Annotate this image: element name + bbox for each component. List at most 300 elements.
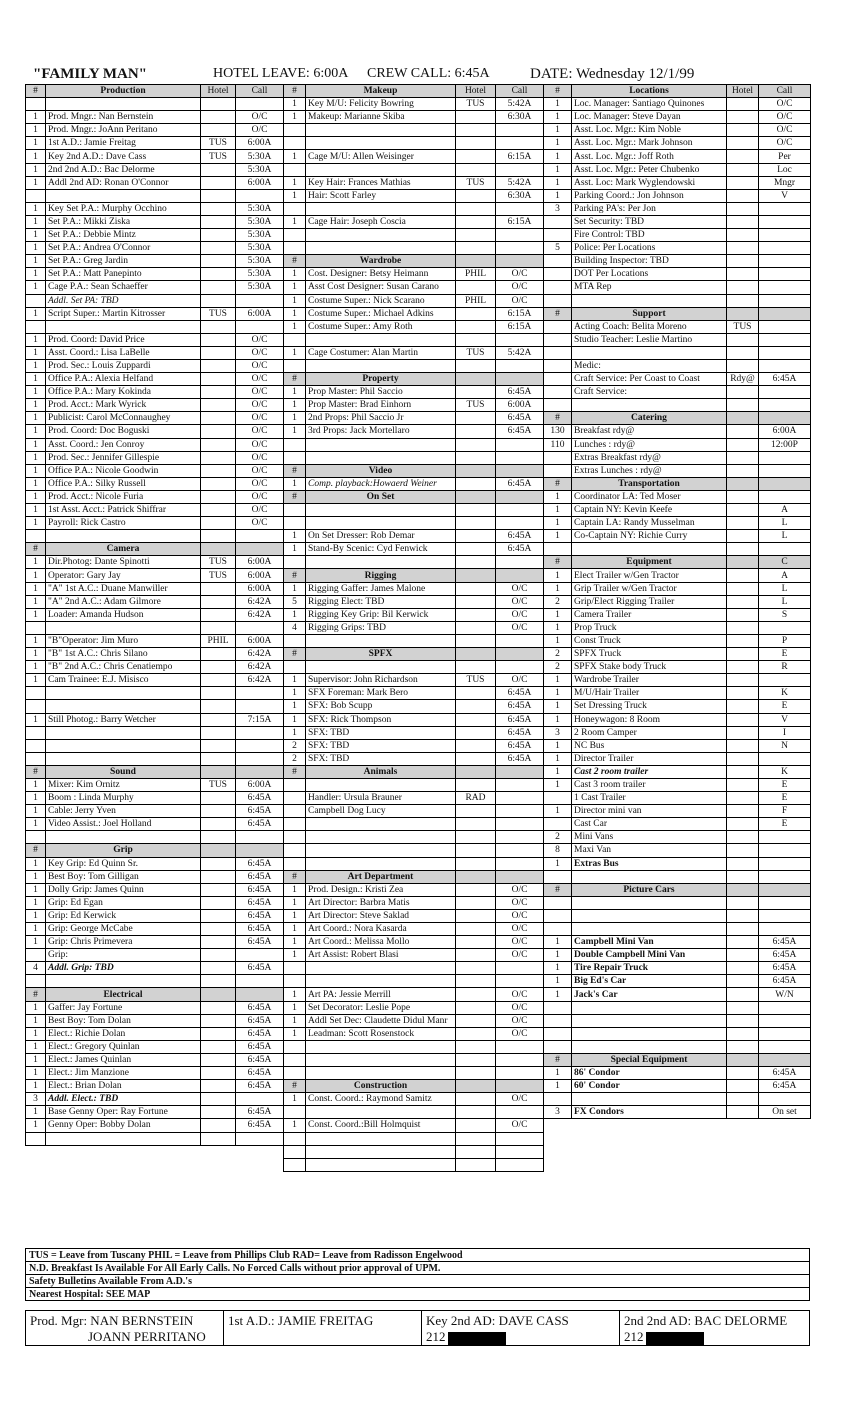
hotel-cell <box>201 477 236 490</box>
crew-row <box>544 399 811 412</box>
name-cell <box>572 399 727 412</box>
hotel-cell <box>727 818 759 831</box>
call-cell <box>496 975 544 988</box>
name-cell: Cable: Jerry Yven <box>46 805 201 818</box>
name-cell: Cage Costumer: Alan Martin <box>306 346 456 359</box>
name-cell: Video <box>306 464 456 477</box>
section-header-row <box>284 1080 544 1093</box>
hotel-cell <box>727 778 759 791</box>
count-cell: 1 <box>26 111 46 124</box>
crew-row <box>26 752 284 765</box>
name-cell: Asst. Loc. Mgr.: Kim Noble <box>572 124 727 137</box>
name-cell: Set P.A.: Matt Panepinto <box>46 268 201 281</box>
crew-row <box>284 1001 544 1014</box>
count-cell: 1 <box>284 1027 306 1040</box>
hotel-cell <box>456 975 496 988</box>
name-cell: Breakfast rdy@ <box>572 425 727 438</box>
hotel-cell <box>201 1001 236 1014</box>
call-cell <box>759 294 811 307</box>
crew-row <box>284 504 544 517</box>
hotel-cell <box>201 870 236 883</box>
count-cell: 1 <box>26 569 46 582</box>
name-cell: 2nd Props: Phil Saccio Jr <box>306 412 456 425</box>
call-cell <box>496 831 544 844</box>
crew-row <box>284 111 544 124</box>
crew-row <box>284 1053 544 1066</box>
count-cell: 1 <box>26 464 46 477</box>
legend-hospital: Nearest Hospital: SEE MAP <box>26 1288 810 1301</box>
crew-row <box>26 530 284 543</box>
count-cell: 1 <box>284 988 306 1001</box>
hotel-cell <box>456 163 496 176</box>
call-cell: 6:45A <box>236 1119 284 1132</box>
count-cell: 1 <box>544 530 572 543</box>
count-cell: 5 <box>284 595 306 608</box>
call-cell: Call <box>236 85 284 98</box>
call-cell: O/C <box>236 399 284 412</box>
name-cell: 1st A.D.: Jamie Freitag <box>46 137 201 150</box>
hotel-cell <box>456 1053 496 1066</box>
legend-hotels: TUS = Leave from Tuscany PHIL = Leave from Phillips Club RAD= Leave from Radisson Engelwood <box>26 1249 810 1262</box>
section-header-row <box>26 543 284 556</box>
hotel-cell <box>727 726 759 739</box>
name-cell <box>306 504 456 517</box>
crew-row <box>26 490 284 503</box>
count-cell <box>284 1106 306 1119</box>
name-cell: Grip: <box>46 949 201 962</box>
name-cell: SFX: Bob Scupp <box>306 700 456 713</box>
crew-row <box>284 621 544 634</box>
count-cell <box>26 700 46 713</box>
crew-row <box>544 792 811 805</box>
name-cell: Construction <box>306 1080 456 1093</box>
crew-row <box>544 857 811 870</box>
name-cell: Dir.Photog: Dante Spinotti <box>46 556 201 569</box>
count-cell: # <box>544 883 572 896</box>
call-cell <box>759 831 811 844</box>
name-cell <box>306 137 456 150</box>
name-cell: SFX: Rick Thompson <box>306 713 456 726</box>
call-cell: 6:45A <box>236 896 284 909</box>
call-cell <box>759 307 811 320</box>
name-cell: Animals <box>306 765 456 778</box>
count-cell: 1 <box>284 111 306 124</box>
count-cell: # <box>544 477 572 490</box>
call-cell: Mngr <box>759 176 811 189</box>
crew-row <box>284 844 544 857</box>
call-cell <box>496 504 544 517</box>
call-cell <box>496 202 544 215</box>
call-cell: 6:45A <box>759 949 811 962</box>
crew-row <box>26 1014 284 1027</box>
crew-row <box>284 438 544 451</box>
name-cell: Loc. Manager: Steve Dayan <box>572 111 727 124</box>
hotel-cell <box>727 504 759 517</box>
hotel-cell <box>201 1106 236 1119</box>
name-cell <box>46 320 201 333</box>
name-cell: Grip: Ed Kerwick <box>46 909 201 922</box>
call-cell: 5:42A <box>496 176 544 189</box>
crew-row <box>544 765 811 778</box>
call-cell <box>236 530 284 543</box>
hotel-cell <box>201 229 236 242</box>
count-cell: 1 <box>26 1040 46 1053</box>
count-cell: 1 <box>26 1027 46 1040</box>
hotel-cell <box>201 242 236 255</box>
crew-row <box>284 700 544 713</box>
crew-row <box>284 530 544 543</box>
call-cell <box>759 844 811 857</box>
crew-row <box>284 883 544 896</box>
name-cell: DOT Per Locations <box>572 268 727 281</box>
count-cell: # <box>284 255 306 268</box>
call-cell: K <box>759 765 811 778</box>
name-cell: SPFX <box>306 648 456 661</box>
call-cell: O/C <box>496 1093 544 1106</box>
call-cell: 6:00A <box>236 778 284 791</box>
hotel-cell: PHIL <box>201 634 236 647</box>
call-cell: 5:30A <box>236 215 284 228</box>
hotel-cell <box>727 202 759 215</box>
name-cell: 60' Condor <box>572 1080 727 1093</box>
name-cell: Key Set P.A.: Murphy Occhino <box>46 202 201 215</box>
count-cell: 1 <box>284 399 306 412</box>
crew-row <box>26 818 284 831</box>
crew-row <box>544 386 811 399</box>
call-cell <box>496 569 544 582</box>
crew-row <box>544 1040 811 1053</box>
name-cell: Cage Hair: Joseph Coscia <box>306 215 456 228</box>
call-cell <box>759 909 811 922</box>
hotel-cell <box>201 464 236 477</box>
crew-row <box>26 242 284 255</box>
count-cell: 1 <box>26 634 46 647</box>
hotel-cell <box>456 752 496 765</box>
hotel-cell <box>727 896 759 909</box>
name-cell: Prod. Mngr.: JoAnn Peritano <box>46 124 201 137</box>
count-cell: 1 <box>284 268 306 281</box>
legend-safety: Safety Bulletins Available From A.D.'s <box>26 1275 810 1288</box>
hotel-cell: Rdy@ <box>727 373 759 386</box>
call-cell: 6:45A <box>236 1001 284 1014</box>
section-header-row <box>284 490 544 503</box>
call-cell: 6:45A <box>759 1067 811 1080</box>
call-cell: 6:45A <box>236 792 284 805</box>
call-cell <box>496 438 544 451</box>
call-cell <box>759 202 811 215</box>
hotel-cell <box>201 582 236 595</box>
count-cell: 1 <box>284 176 306 189</box>
crew-row <box>284 582 544 595</box>
hotel-cell <box>456 621 496 634</box>
hotel-cell <box>456 307 496 320</box>
call-cell: O/C <box>496 1001 544 1014</box>
name-cell: Big Ed's Car <box>572 975 727 988</box>
hotel-cell <box>456 700 496 713</box>
hotel-cell <box>727 268 759 281</box>
call-cell <box>759 543 811 556</box>
count-cell <box>544 1014 572 1027</box>
call-cell: O/C <box>496 595 544 608</box>
hotel-cell <box>727 582 759 595</box>
hotel-cell <box>727 687 759 700</box>
crew-row <box>284 1106 544 1119</box>
hotel-cell <box>201 543 236 556</box>
hotel-cell <box>456 386 496 399</box>
count-cell: 1 <box>26 359 46 372</box>
crew-row <box>544 582 811 595</box>
crew-row <box>26 949 284 962</box>
crew-row <box>544 490 811 503</box>
name-cell: MTA Rep <box>572 281 727 294</box>
crew-row <box>284 386 544 399</box>
hotel-cell <box>456 1132 496 1145</box>
count-cell: 1 <box>284 477 306 490</box>
name-cell <box>46 189 201 202</box>
crew-row <box>544 975 811 988</box>
crew-row <box>284 543 544 556</box>
hotel-cell <box>456 634 496 647</box>
count-cell: 1 <box>544 569 572 582</box>
call-cell <box>496 857 544 870</box>
call-cell: 6:45A <box>496 752 544 765</box>
hotel-cell <box>727 464 759 477</box>
crew-row <box>284 1158 544 1171</box>
hotel-cell <box>201 962 236 975</box>
count-cell: # <box>284 648 306 661</box>
call-cell: 6:45A <box>236 1067 284 1080</box>
name-cell: Set Security: TBD <box>572 215 727 228</box>
hotel-cell <box>456 936 496 949</box>
hotel-cell <box>456 582 496 595</box>
count-cell: 1 <box>544 949 572 962</box>
count-cell <box>284 805 306 818</box>
hotel-cell <box>456 124 496 137</box>
count-cell: 1 <box>26 386 46 399</box>
name-cell: 1st Asst. Acct.: Patrick Shiffrar <box>46 504 201 517</box>
name-cell: Elect.: Brian Dolan <box>46 1080 201 1093</box>
hotel-cell <box>201 517 236 530</box>
call-cell: 12:00P <box>759 438 811 451</box>
count-cell: 1 <box>26 1001 46 1014</box>
hotel-cell <box>456 818 496 831</box>
count-cell <box>544 464 572 477</box>
name-cell <box>306 438 456 451</box>
count-cell: 1 <box>284 582 306 595</box>
call-cell: 6:45A <box>236 936 284 949</box>
call-cell: O/C <box>236 438 284 451</box>
hotel-cell <box>727 648 759 661</box>
count-cell: 1 <box>26 883 46 896</box>
count-cell: 1 <box>544 1080 572 1093</box>
hotel-cell <box>727 792 759 805</box>
crew-row <box>284 1093 544 1106</box>
hotel-cell <box>201 320 236 333</box>
hotel-cell <box>201 111 236 124</box>
hotel-cell <box>456 857 496 870</box>
call-cell: O/C <box>236 412 284 425</box>
name-cell: Picture Cars <box>572 883 727 896</box>
count-cell <box>26 294 46 307</box>
crew-call: CREW CALL: 6:45A <box>367 66 490 81</box>
column-production <box>25 84 284 1146</box>
hotel-cell <box>201 831 236 844</box>
crew-row <box>284 294 544 307</box>
crew-row <box>284 1119 544 1132</box>
count-cell: 1 <box>544 936 572 949</box>
name-cell: Still Photog.: Barry Wetcher <box>46 713 201 726</box>
crew-row <box>26 111 284 124</box>
name-cell: Craft Service: Per Coast to Coast <box>572 373 727 386</box>
call-cell: O/C <box>496 1119 544 1132</box>
crew-row <box>544 202 811 215</box>
call-cell: O/C <box>236 359 284 372</box>
hotel-cell <box>201 294 236 307</box>
name-cell <box>306 634 456 647</box>
count-cell: 1 <box>544 490 572 503</box>
call-cell <box>496 451 544 464</box>
call-cell <box>496 792 544 805</box>
call-cell <box>496 229 544 242</box>
hotel-cell <box>201 621 236 634</box>
crew-row <box>284 307 544 320</box>
crew-row <box>284 517 544 530</box>
count-cell: 3 <box>544 1106 572 1119</box>
call-cell: O/C <box>496 936 544 949</box>
name-cell <box>306 844 456 857</box>
crew-row <box>26 805 284 818</box>
name-cell: Operator: Gary Jay <box>46 569 201 582</box>
name-cell: Double Campbell Mini Van <box>572 949 727 962</box>
call-cell <box>496 490 544 503</box>
count-cell <box>544 229 572 242</box>
count-cell: 1 <box>284 412 306 425</box>
call-cell: 6:45A <box>236 818 284 831</box>
call-cell: On set <box>759 1106 811 1119</box>
hotel-cell <box>456 359 496 372</box>
count-cell: 1 <box>26 202 46 215</box>
hotel-cell <box>456 765 496 778</box>
hotel-cell <box>456 504 496 517</box>
count-cell: 1 <box>284 726 306 739</box>
name-cell: Support <box>572 307 727 320</box>
name-cell: Asst. Loc. Mgr.: Peter Chubenko <box>572 163 727 176</box>
crew-row <box>26 346 284 359</box>
name-cell <box>572 1027 727 1040</box>
hotel-cell <box>456 1027 496 1040</box>
crew-row <box>544 713 811 726</box>
crew-row <box>284 268 544 281</box>
crew-row <box>284 975 544 988</box>
call-cell: 6:42A <box>236 674 284 687</box>
count-cell: 1 <box>26 451 46 464</box>
hotel-cell: TUS <box>456 346 496 359</box>
name-cell <box>46 831 201 844</box>
hotel-cell <box>727 281 759 294</box>
count-cell <box>284 229 306 242</box>
count-cell <box>26 98 46 111</box>
call-cell: O/C <box>236 373 284 386</box>
name-cell: Asst. Loc. Mgr.: Mark Johnson <box>572 137 727 150</box>
call-cell <box>496 1040 544 1053</box>
hotel-cell <box>727 294 759 307</box>
name-cell <box>306 229 456 242</box>
hotel-cell <box>456 556 496 569</box>
call-cell <box>496 556 544 569</box>
hotel-cell <box>201 648 236 661</box>
name-cell: NC Bus <box>572 739 727 752</box>
hotel-cell <box>456 1067 496 1080</box>
name-cell <box>572 1014 727 1027</box>
crew-row <box>284 242 544 255</box>
count-cell: 1 <box>26 1119 46 1132</box>
footer-second-second-ad <box>620 1311 809 1345</box>
name-cell: Costume Super.: Amy Roth <box>306 320 456 333</box>
hotel-cell <box>201 988 236 1001</box>
call-cell <box>496 464 544 477</box>
count-cell <box>284 1040 306 1053</box>
name-cell <box>306 962 456 975</box>
call-cell <box>496 137 544 150</box>
hotel-cell <box>201 713 236 726</box>
crew-row <box>26 98 284 111</box>
hotel-cell <box>201 857 236 870</box>
crew-row <box>26 451 284 464</box>
count-cell: # <box>544 307 572 320</box>
count-cell: 1 <box>26 255 46 268</box>
name-cell: Campbell Dog Lucy <box>306 805 456 818</box>
count-cell: 1 <box>284 608 306 621</box>
section-header-row <box>26 765 284 778</box>
count-cell: 1 <box>544 150 572 163</box>
crew-row <box>284 674 544 687</box>
crew-row <box>544 137 811 150</box>
name-cell: Captain LA: Randy Musselman <box>572 517 727 530</box>
hotel-cell <box>727 595 759 608</box>
count-cell: # <box>26 765 46 778</box>
call-cell <box>236 988 284 1001</box>
count-cell <box>544 923 572 936</box>
name-cell <box>572 896 727 909</box>
name-cell <box>306 1132 456 1145</box>
hotel-cell <box>727 1106 759 1119</box>
name-cell <box>306 975 456 988</box>
count-cell: 1 <box>544 163 572 176</box>
hotel-cell <box>201 595 236 608</box>
call-cell: O/C <box>496 896 544 909</box>
crew-row <box>26 215 284 228</box>
hotel-cell <box>456 962 496 975</box>
count-cell: 1 <box>26 1106 46 1119</box>
hotel-cell <box>456 831 496 844</box>
call-cell <box>236 320 284 333</box>
call-cell: L <box>759 517 811 530</box>
count-cell: 1 <box>26 936 46 949</box>
hotel-cell <box>727 831 759 844</box>
call-cell <box>496 1145 544 1158</box>
call-cell: 6:00A <box>496 399 544 412</box>
name-cell: Elect Trailer w/Gen Tractor <box>572 569 727 582</box>
hotel-cell <box>456 425 496 438</box>
name-cell: Addl. Elect.: TBD <box>46 1093 201 1106</box>
crew-row <box>284 739 544 752</box>
name-cell: Catering <box>572 412 727 425</box>
hotel-cell <box>456 778 496 791</box>
hotel-cell <box>456 661 496 674</box>
count-cell: 1 <box>26 909 46 922</box>
name-cell: Genny Oper: Bobby Dolan <box>46 1119 201 1132</box>
crew-row <box>284 1027 544 1040</box>
